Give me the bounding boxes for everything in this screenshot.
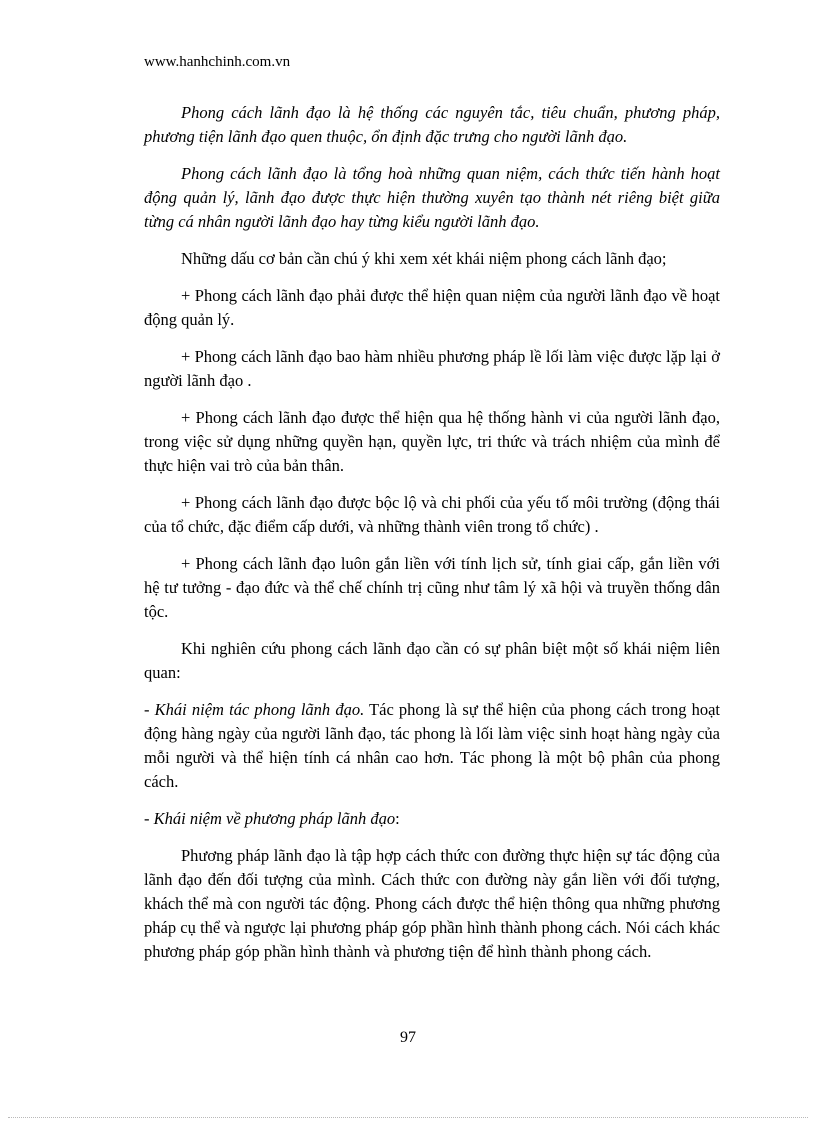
paragraph-definition-2: Phong cách lãnh đạo là tổng hoà những quan niệm, cách thức tiến hành hoạt động quản lý, lãnh đạo được thực hiện thường xuyên tạo thành nét riêng biệt giữa từng cá nhân người lãnh đạo hay từng kiểu người lãnh đạo. xyxy=(144,164,720,231)
paragraph-related-concepts: Khi nghiên cứu phong cách lãnh đạo cần có sự phân biệt một số khái niệm liên quan: xyxy=(144,639,720,682)
concept-text-tac-phong: Tác phong là sự thể hiện của phong cách trong hoạt động hàng ngày của người lãnh đạo, tác phong là lối làm việc sinh hoạt hàng ngày của mỗi người và thể hiện tính cá nhân cao hơn. Tác phong là một bộ phân của phong cách. xyxy=(144,700,721,791)
paragraph-method-explanation: Phương pháp lãnh đạo là tập hợp cách thức con đường thực hiện sự tác động của lãnh đạo đến đối tượng của mình. Cách thức con đường này gắn liền với đối tượng, khách thể mà con người tác động. Phong cách được thể hiện thông qua những phương pháp cụ thể và ngược lại phương pháp góp phần hình thành phong cách. Nói cách khác phương pháp góp phần hình thành và phương tiện để hình thành phong cách. xyxy=(144,846,720,961)
paragraph-definition-1: Phong cách lãnh đạo là hệ thống các nguyên tắc, tiêu chuẩn, phương pháp, phương tiện lãnh đạo quen thuộc, ổn định đặc trưng cho người lãnh đạo. xyxy=(144,103,720,146)
paragraph-point-3: + Phong cách lãnh đạo được thể hiện qua hệ thống hành vi của người lãnh đạo, trong việc sử dụng những quyền hạn, quyền lực, tri thức và trách nhiệm của mình để thực hiện vai trò của bản thân. xyxy=(144,408,720,475)
paragraph-point-2: + Phong cách lãnh đạo bao hàm nhiều phương pháp lề lối làm việc được lặp lại ở người lãnh đạo . xyxy=(144,347,720,390)
paragraph-concept-phuong-phap xyxy=(144,807,720,831)
page-bottom-divider xyxy=(8,1117,808,1118)
concept-colon: : xyxy=(395,809,400,828)
paragraph-basic-signs: Những dấu cơ bản cần chú ý khi xem xét khái niệm phong cách lãnh đạo; xyxy=(181,249,667,268)
paragraph-point-5: + Phong cách lãnh đạo luôn gắn liền với tính lịch sử, tính giai cấp, gắn liền với hệ tư tưởng - đạo đức và thể chế chính trị cũng như tâm lý xã hội và truyền thống dân tộc. xyxy=(144,554,720,621)
page-number: 97 xyxy=(400,1029,416,1046)
concept-term-phuong-phap: Khái niệm về phương pháp lãnh đạo xyxy=(153,809,396,828)
document-body xyxy=(144,101,720,977)
concept-dash: - xyxy=(144,700,155,719)
concept-term-tac-phong: Khái niệm tác phong lãnh đạo. xyxy=(154,700,365,719)
paragraph-concept-tac-phong xyxy=(144,698,720,794)
concept-dash: - xyxy=(144,809,154,828)
paragraph-point-1: + Phong cách lãnh đạo phải được thể hiện quan niệm của người lãnh đạo về hoạt động quản lý. xyxy=(144,286,720,329)
header-url: www.hanhchinh.com.vn xyxy=(144,54,291,70)
paragraph-point-4: + Phong cách lãnh đạo được bộc lộ và chi phối của yếu tố môi trường (động thái của tổ chức, đặc điểm cấp dưới, và những thành viên trong tổ chức) . xyxy=(144,493,720,536)
